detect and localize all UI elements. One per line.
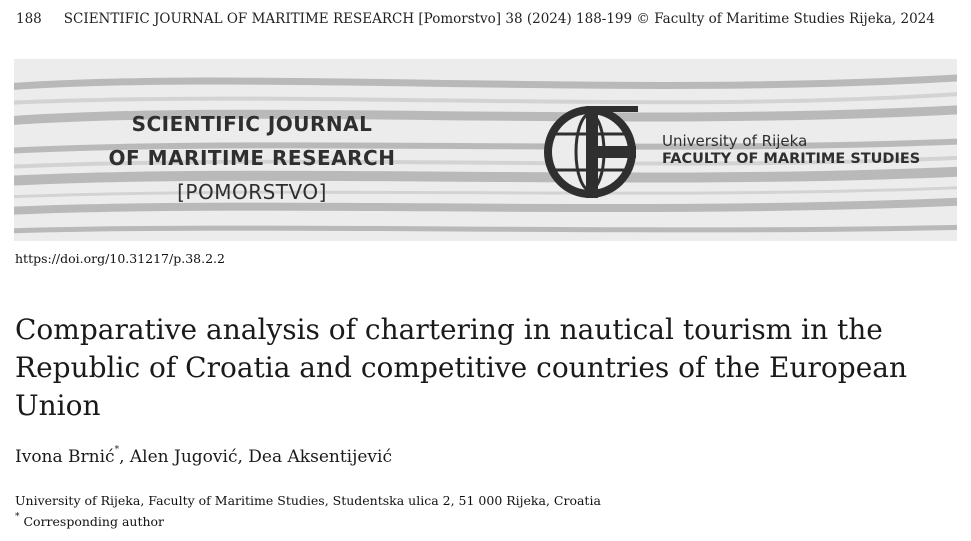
university-block xyxy=(662,133,920,168)
corresponding-label: Corresponding author xyxy=(23,514,165,529)
author-mark: * xyxy=(114,445,120,455)
author-list xyxy=(15,447,392,467)
university-name: University of Rijeka xyxy=(662,132,808,150)
page-number: 188 xyxy=(16,11,42,27)
article-title: Comparative analysis of chartering in nautical tourism in the Republic of Croatia and competitive countries of the European Union xyxy=(15,313,907,422)
faculty-name: FACULTY OF MARITIME STUDIES xyxy=(662,151,921,167)
author-name: Alen Jugović xyxy=(129,447,238,467)
journal-name-line1: SCIENTIFIC JOURNAL xyxy=(131,112,373,136)
running-head xyxy=(16,11,956,27)
journal-name-line3: [POMORSTVO] xyxy=(177,180,327,204)
journal-banner xyxy=(14,59,957,241)
author-name: Ivona Brnić xyxy=(15,447,115,467)
author-separator: , xyxy=(237,447,249,467)
doi-link[interactable]: https://doi.org/10.31217/p.38.2.2 xyxy=(15,251,225,266)
author-name: Dea Aksentijević xyxy=(248,447,392,467)
journal-name-line2: OF MARITIME RESEARCH xyxy=(108,146,396,170)
affiliation: University of Rijeka, Faculty of Maritime Studies, Studentska ulica 2, 51 000 Rijeka, Croatia xyxy=(15,493,601,508)
author-separator: , xyxy=(119,447,130,467)
corresponding-author-note xyxy=(15,514,164,529)
corresponding-mark: * xyxy=(15,512,20,522)
running-title: SCIENTIFIC JOURNAL OF MARITIME RESEARCH [Pomorstvo] 38 (2024) 188-199 © Faculty of Maritime Studies Rijeka, 2024 xyxy=(63,11,935,27)
globe-e-logo-icon xyxy=(540,102,640,202)
journal-name xyxy=(92,107,412,209)
